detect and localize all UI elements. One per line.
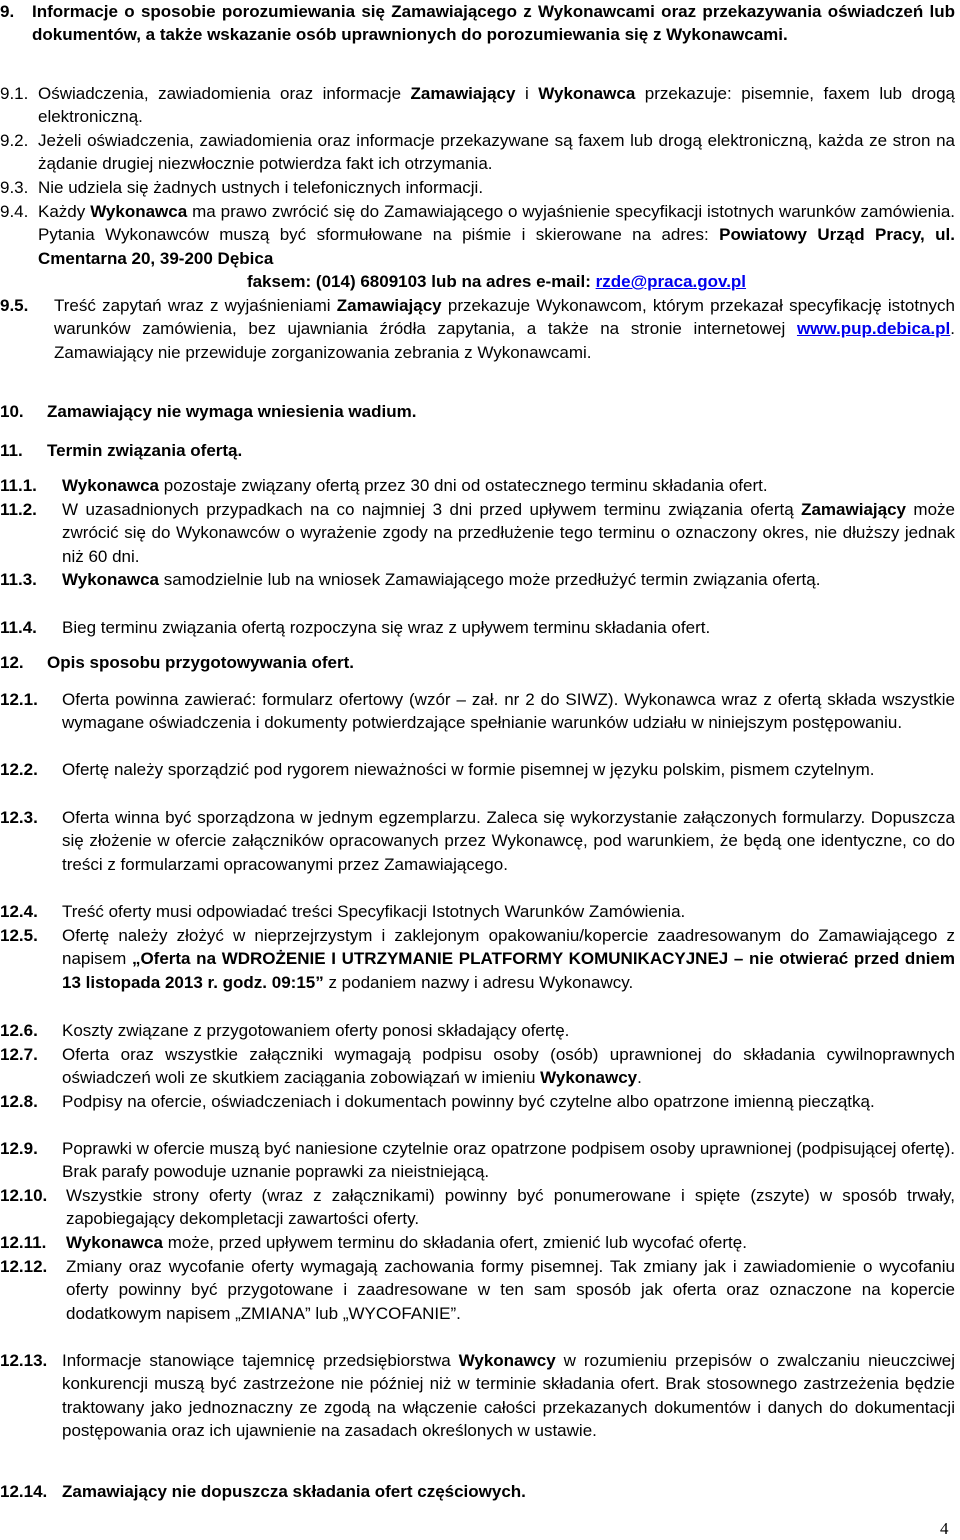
- website-link[interactable]: www.pup.debica.pl: [796, 319, 951, 339]
- item-text: [62, 498, 955, 568]
- section-12-heading: [0, 651, 955, 674]
- item-number: 12.4.: [0, 902, 38, 921]
- item-text: Jeżeli oświadczenia, zawiadomienia oraz informacje przekazywane są faxem lub drogą elektroniczną, każda ze stron na żądanie drugiej niezwłocznie potwierdza fakt ich otrzymania.: [38, 131, 955, 174]
- section-11-heading: [0, 439, 955, 462]
- item-9-1: [0, 82, 955, 129]
- text-run: .: [637, 1068, 642, 1088]
- item-text: Poprawki w ofercie muszą być naniesione czytelnie oraz opatrzone podpisem osoby uprawnionej (podpisującej ofertę). Brak parafy powoduje uznanie poprawki za nieistniejącą.: [62, 1139, 955, 1182]
- item-number: 9.3.: [0, 178, 29, 197]
- item-text: Zmiany oraz wycofanie oferty wymagają zachowania formy pisemnej. Tak zmiany jak i zawiadomienie o wycofaniu oferty powinny być przygotowane i zaadresowane w ten sam sposób jak oferta oraz oznaczone na kopercie dodatkowym napisem „ZMIANA” lub „WYCOFANIE”.: [66, 1257, 955, 1323]
- item-number: 12.13.: [0, 1351, 48, 1370]
- text-run-bold: Wykonawcy: [458, 1351, 556, 1370]
- item-text: Bieg terminu związania ofertą rozpoczyna się wraz z upływem terminu składania ofert.: [62, 618, 711, 637]
- text-run-bold: Wykonawca: [90, 202, 188, 221]
- item-text: Ofertę należy sporządzić pod rygorem nieważności w formie pisemnej w języku polskim, pismem czytelnym.: [62, 760, 875, 779]
- item-number: 12.6.: [0, 1021, 38, 1040]
- text-run: Oświadczenia, zawiadomienia oraz informacje: [38, 84, 411, 103]
- item-text: Nie udziela się żadnych ustnych i telefonicznych informacji.: [38, 178, 484, 197]
- item-number: 12.3.: [0, 808, 38, 827]
- text-run-bold: Wykonawca: [62, 570, 160, 589]
- text-run-bold: „Oferta na WDROŻENIE I UTRZYMANIE PLATFORMY KOMUNIKACYJNEJ – nie otwierać przed dniem 13 listopada 2013 r. godz. 09:15”: [62, 949, 955, 992]
- section-title: Opis sposobu przygotowywania ofert.: [47, 653, 354, 672]
- item-12-14: [0, 1480, 955, 1503]
- email-link[interactable]: rzde@praca.gov.pl: [595, 272, 747, 292]
- item-number: 12.12.: [0, 1257, 48, 1276]
- fax-text: faksem: (014) 6809103 lub na adres e-mail:: [246, 272, 596, 292]
- item-text: [62, 1349, 955, 1443]
- item-text: [62, 1043, 955, 1090]
- item-text: [54, 294, 955, 364]
- item-11-1: [0, 474, 955, 497]
- item-number: 9.5.: [0, 296, 29, 315]
- text-run: W uzasadnionych przypadkach na co najmniej 3 dni przed upływem terminu związania ofertą: [62, 500, 802, 519]
- item-11-3: [0, 568, 955, 591]
- text-run: może, przed upływem terminu do składania ofert, zmienić lub wycofać ofertę.: [163, 1233, 747, 1252]
- text-run: przekazuje Wykonawcom, którym przekazał specyfikację istotnych warunków zamówienia, bez ujawniania źródła zapytania, a także na stronie internetowej: [54, 296, 955, 339]
- item-text: [38, 200, 955, 294]
- text-run: z podaniem nazwy i adresu Wykonawcy.: [323, 972, 634, 992]
- item-text: Podpisy na ofercie, oświadczeniach i dokumentach powinny być czytelne albo opatrzone imienną pieczątką.: [62, 1092, 875, 1111]
- item-text: Zamawiający nie dopuszcza składania ofert częściowych.: [62, 1482, 526, 1501]
- text-run-bold: Wykonawca: [62, 476, 160, 495]
- item-text: [38, 82, 955, 129]
- text-run: Informacje stanowiące tajemnicę przedsiębiorstwa: [62, 1351, 459, 1370]
- section-number: 9.: [0, 2, 15, 21]
- text-run: w rozumieniu przepisów o zwalczaniu nieuczciwej konkurencji muszą być zastrzeżone nie później niż w terminie składania ofert. Brak stosownego zastrzeżenia będzie traktowany jako jednoznaczny ze zgodą na włączenie całości przekazanych dokumentów i danych do dokumentacji postępowania oraz ich ujawnienie na zasadach określonych w ustawie.: [62, 1351, 956, 1441]
- item-12-3: [0, 806, 955, 876]
- text-run-bold: Wykonawcy: [540, 1068, 638, 1088]
- item-number: 11.2.: [0, 500, 37, 519]
- text-run: Treść zapytań wraz z wyjaśnieniami: [54, 296, 337, 315]
- text-run-bold: Zamawiający: [801, 500, 906, 519]
- item-number: 12.9.: [0, 1139, 38, 1158]
- text-run: może zwrócić się do Wykonawców o wyrażenie zgody na przedłużenie tego terminu o oznaczony okres, nie dłuższy jednak niż 60 dni.: [62, 500, 955, 566]
- item-text: Koszty związane z przygotowaniem oferty ponosi składający ofertę.: [62, 1021, 570, 1040]
- item-number: 12.5.: [0, 926, 38, 945]
- text-run-bold: Wykonawca: [538, 84, 636, 103]
- item-12-6: [0, 1019, 955, 1042]
- text-run-bold: Wykonawca: [66, 1233, 164, 1252]
- item-9-5: [0, 294, 955, 364]
- item-12-1: [0, 688, 955, 735]
- item-number: 11.1.: [0, 476, 37, 495]
- item-12-4: [0, 900, 955, 923]
- section-title: Termin związania ofertą.: [47, 441, 243, 460]
- text-run: Ofertę należy złożyć w nieprzejrzystym i zaklejonym opakowaniu/kopercie zaadresowanym do Zamawiającego z napisem: [62, 926, 955, 969]
- item-12-10: [0, 1184, 955, 1231]
- section-number: 10.: [0, 402, 24, 421]
- item-number: 12.10.: [0, 1186, 48, 1205]
- item-text: [62, 924, 955, 994]
- item-9-2: [0, 129, 955, 176]
- text-run-bold: Powiatowy Urząd Pracy, ul. Cmentarna 20, 39-200 Dębica: [38, 225, 955, 268]
- item-9-3: [0, 176, 955, 199]
- item-text: Oferta winna być sporządzona w jednym egzemplarzu. Zaleca się wykorzystanie załączonych formularzy. Dopuszcza się złożenie w ofercie załączników opracowanych przez Wykonawcę, pod warunkiem, że będą one identyczne, co do treści z formularzami opracowanymi przez Zamawiającego.: [62, 808, 955, 874]
- item-9-4: [0, 200, 955, 294]
- text-run: samodzielnie lub na wniosek Zamawiającego może przedłużyć termin związania ofertą.: [159, 570, 821, 589]
- text-run: . Zamawiający nie przewiduje zorganizowania zebrania z Wykonawcami.: [54, 319, 955, 362]
- item-text: Oferta powinna zawierać: formularz ofertowy (wzór – zał. nr 2 do SIWZ). Wykonawca wraz z ofertą składa wszystkie wymagane oświadczenia i dokumenty potwierdzające spełnianie warunków udziału w niniejszym postępowaniu.: [62, 690, 955, 733]
- item-12-13: [0, 1349, 955, 1443]
- item-12-8: [0, 1090, 955, 1113]
- item-12-5: [0, 924, 955, 994]
- section-10-heading: [0, 400, 955, 423]
- text-run-bold: Zamawiający: [336, 296, 442, 315]
- item-number: 12.11.: [0, 1233, 47, 1252]
- section-title: Zamawiający nie wymaga wniesienia wadium.: [47, 402, 417, 421]
- section-title: Informacje o sposobie porozumiewania się Zamawiającego z Wykonawcami oraz przekazywania oświadczeń lub dokumentów, a także wskazanie osób uprawnionych do porozumiewania się z Wykonawcami.: [32, 2, 955, 45]
- section-number: 11.: [0, 441, 23, 460]
- item-12-7: [0, 1043, 955, 1090]
- item-number: 12.2.: [0, 760, 38, 779]
- text-run-bold: Zamawiający: [410, 84, 516, 103]
- item-number: 12.8.: [0, 1092, 38, 1111]
- item-12-11: [0, 1231, 955, 1254]
- item-number: 11.4.: [0, 618, 37, 637]
- item-text: Treść oferty musi odpowiadać treści Specyfikacji Istotnych Warunków Zamówienia.: [62, 902, 686, 921]
- item-text: [62, 474, 955, 497]
- item-12-9: [0, 1137, 955, 1184]
- page-number: 4: [940, 1519, 949, 1538]
- item-number: 12.1.: [0, 690, 38, 709]
- section-9-heading: [0, 0, 955, 47]
- item-text: [62, 568, 955, 591]
- fax-line: [38, 270, 955, 293]
- item-text: Wszystkie strony oferty (wraz z załącznikami) powinny być ponumerowane i spięte (zszyte) w sposób trwały, zapobiegający dekompletacji zawartości oferty.: [66, 1186, 955, 1229]
- item-number: 11.3.: [0, 570, 37, 589]
- item-number: 9.1.: [0, 84, 29, 103]
- item-11-4: [0, 616, 955, 639]
- item-number: 12.14.: [0, 1482, 48, 1501]
- text-run: Każdy: [38, 202, 91, 221]
- item-text: [66, 1231, 955, 1254]
- item-11-2: [0, 498, 955, 568]
- text-run: pozostaje związany ofertą przez 30 dni od ostatecznego terminu składania ofert.: [159, 476, 768, 495]
- item-number: 12.7.: [0, 1045, 38, 1064]
- item-12-12: [0, 1255, 955, 1325]
- item-number: 9.4.: [0, 202, 29, 221]
- item-number: 9.2.: [0, 131, 29, 150]
- text-run: i: [515, 84, 539, 103]
- item-12-2: [0, 758, 955, 781]
- text-run: Oferta oraz wszystkie załączniki wymagają podpisu osoby (osób) uprawnionej do składania cywilnoprawnych oświadczeń woli ze skutkiem zaciągania zobowiązań w imieniu: [62, 1045, 955, 1088]
- section-number: 12.: [0, 653, 24, 672]
- text-run: przekazuje: pisemnie, faxem lub drogą elektroniczną.: [38, 84, 955, 127]
- text-run: ma prawo zwrócić się do Zamawiającego o wyjaśnienie specyfikacji istotnych warunków zamówienia. Pytania Wykonawców muszą być sformułowane na piśmie i skierowane na adres:: [38, 202, 955, 245]
